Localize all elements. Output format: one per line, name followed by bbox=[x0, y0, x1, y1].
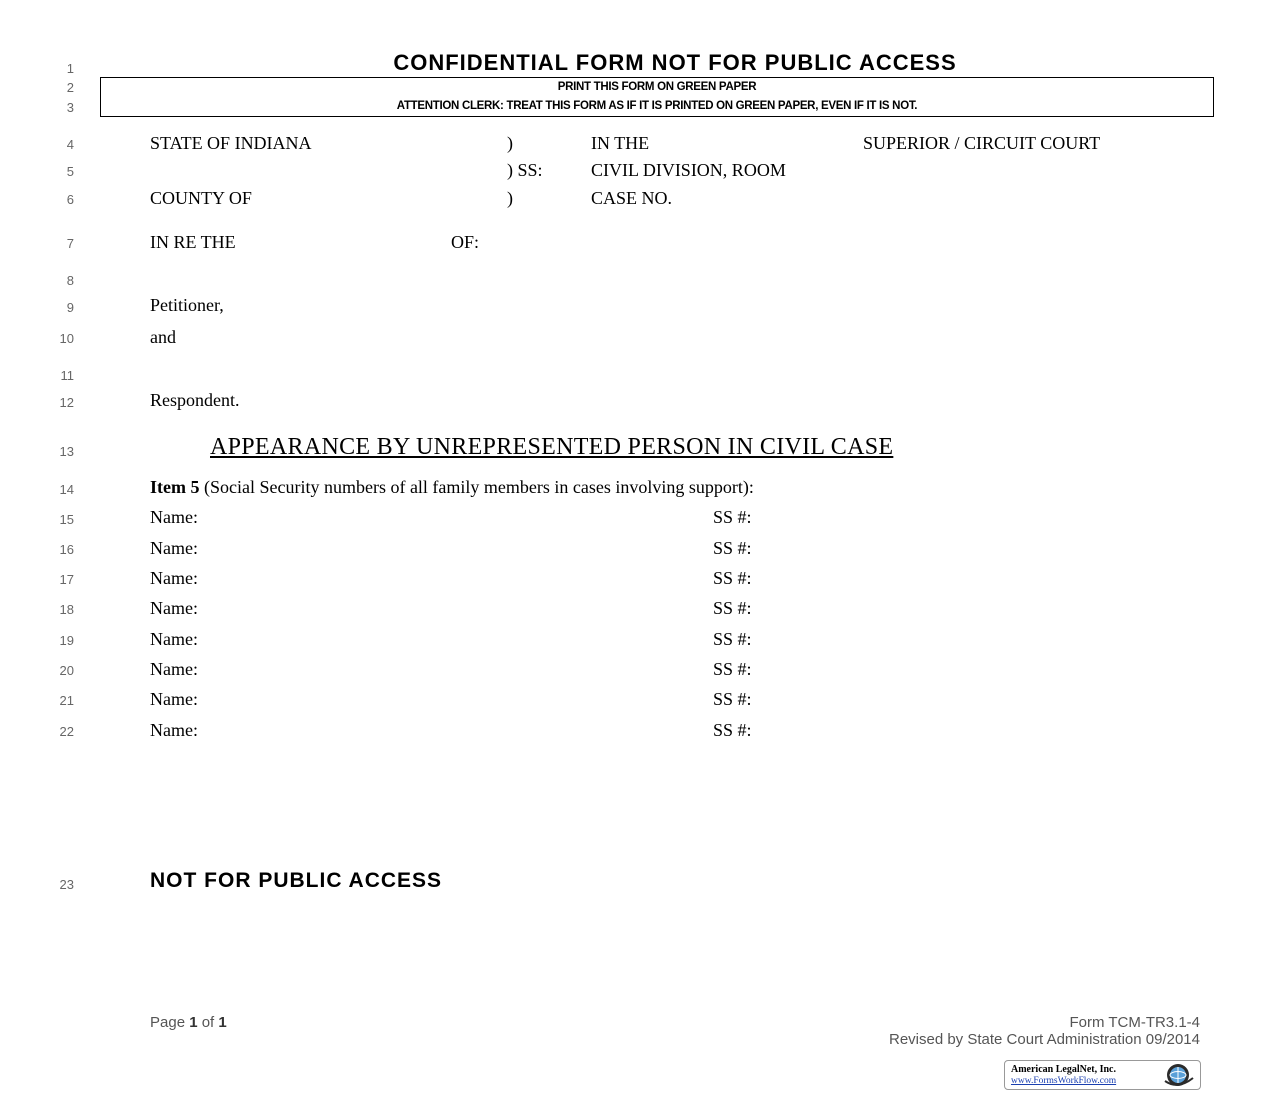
ss-number-label: SS #: bbox=[713, 568, 752, 588]
item5-heading bbox=[150, 477, 754, 498]
line-number: 17 bbox=[59, 572, 74, 587]
name-label: Name: bbox=[150, 568, 198, 588]
line-number: 18 bbox=[59, 602, 74, 617]
name-label: Name: bbox=[150, 659, 198, 679]
petitioner-label: Petitioner, bbox=[150, 295, 224, 315]
line-number: 7 bbox=[66, 236, 74, 251]
line-number: 2 bbox=[66, 80, 74, 95]
caption-paren: ) bbox=[507, 133, 513, 153]
in-re-label: IN RE THE bbox=[150, 232, 236, 252]
line-number: 10 bbox=[59, 331, 74, 346]
name-label: Name: bbox=[150, 538, 198, 558]
item5-label: Item 5 bbox=[150, 477, 200, 497]
and-label: and bbox=[150, 327, 176, 347]
line-number: 22 bbox=[59, 724, 74, 739]
line-number: 3 bbox=[66, 100, 74, 115]
form-id: Form TCM-TR3.1-4 bbox=[1069, 1014, 1200, 1031]
division-label: CIVIL DIVISION, ROOM bbox=[591, 160, 786, 180]
line-number: 14 bbox=[59, 482, 74, 497]
line-number: 19 bbox=[59, 633, 74, 648]
name-label: Name: bbox=[150, 720, 198, 740]
page-of: of bbox=[197, 1014, 219, 1031]
line-number: 8 bbox=[66, 273, 74, 288]
confidential-title: CONFIDENTIAL FORM NOT FOR PUBLIC ACCESS bbox=[393, 50, 957, 75]
page-prefix: Page bbox=[150, 1014, 190, 1031]
case-no-label: CASE NO. bbox=[591, 188, 673, 208]
line-number: 20 bbox=[59, 663, 74, 678]
name-label: Name: bbox=[150, 629, 198, 649]
ss-number-label: SS #: bbox=[713, 689, 752, 709]
globe-logo-icon bbox=[1160, 1062, 1196, 1088]
state-label: STATE OF INDIANA bbox=[150, 133, 312, 153]
in-the-label: IN THE bbox=[591, 133, 650, 153]
ss-number-label: SS #: bbox=[713, 629, 752, 649]
badge-company-name: American LegalNet, Inc. bbox=[1011, 1064, 1116, 1075]
ss-label: ) SS: bbox=[507, 160, 543, 180]
ss-number-label: SS #: bbox=[713, 720, 752, 740]
line-number: 23 bbox=[59, 877, 74, 892]
document-title: APPEARANCE BY UNREPRESENTED PERSON IN CIVIL CASE bbox=[210, 434, 894, 460]
ss-number-label: SS #: bbox=[713, 538, 752, 558]
caption-paren: ) bbox=[507, 188, 513, 208]
court-label: SUPERIOR / CIRCUIT COURT bbox=[863, 133, 1101, 153]
page-indicator bbox=[150, 1014, 227, 1031]
line-number: 9 bbox=[66, 300, 74, 315]
revised-note: Revised by State Court Administration 09/2014 bbox=[888, 1031, 1200, 1048]
line-number: 1 bbox=[66, 61, 74, 76]
page-number: 1 bbox=[189, 1014, 198, 1031]
line-number: 15 bbox=[59, 512, 74, 527]
name-label: Name: bbox=[150, 689, 198, 709]
ss-number-label: SS #: bbox=[713, 659, 752, 679]
line-number: 16 bbox=[59, 542, 74, 557]
not-public-access-label: NOT FOR PUBLIC ACCESS bbox=[150, 869, 443, 892]
attention-clerk-notice: ATTENTION CLERK: TREAT THIS FORM AS IF IT IS PRINTED ON GREEN PAPER, EVEN IF IT IS NOT. bbox=[396, 100, 918, 112]
line-number: 6 bbox=[66, 192, 74, 207]
ss-number-label: SS #: bbox=[713, 598, 752, 618]
line-number: 11 bbox=[60, 368, 74, 383]
page-total: 1 bbox=[218, 1014, 227, 1031]
ss-number-label: SS #: bbox=[713, 507, 752, 527]
line-number: 21 bbox=[59, 693, 74, 708]
county-label: COUNTY OF bbox=[150, 188, 252, 208]
legalnet-badge[interactable] bbox=[1004, 1060, 1201, 1090]
line-number: 12 bbox=[59, 395, 74, 410]
print-green-notice: PRINT THIS FORM ON GREEN PAPER bbox=[557, 81, 757, 93]
line-number: 5 bbox=[66, 164, 74, 179]
green-paper-notice-box bbox=[100, 77, 1214, 117]
respondent-label: Respondent. bbox=[150, 390, 240, 410]
badge-url-link[interactable]: www.FormsWorkFlow.com bbox=[1011, 1076, 1117, 1086]
name-label: Name: bbox=[150, 507, 198, 527]
line-number: 4 bbox=[66, 137, 74, 152]
item5-text: (Social Security numbers of all family members in cases involving support): bbox=[199, 477, 754, 497]
line-number: 13 bbox=[59, 444, 74, 459]
of-label: OF: bbox=[451, 232, 480, 252]
name-label: Name: bbox=[150, 598, 198, 618]
